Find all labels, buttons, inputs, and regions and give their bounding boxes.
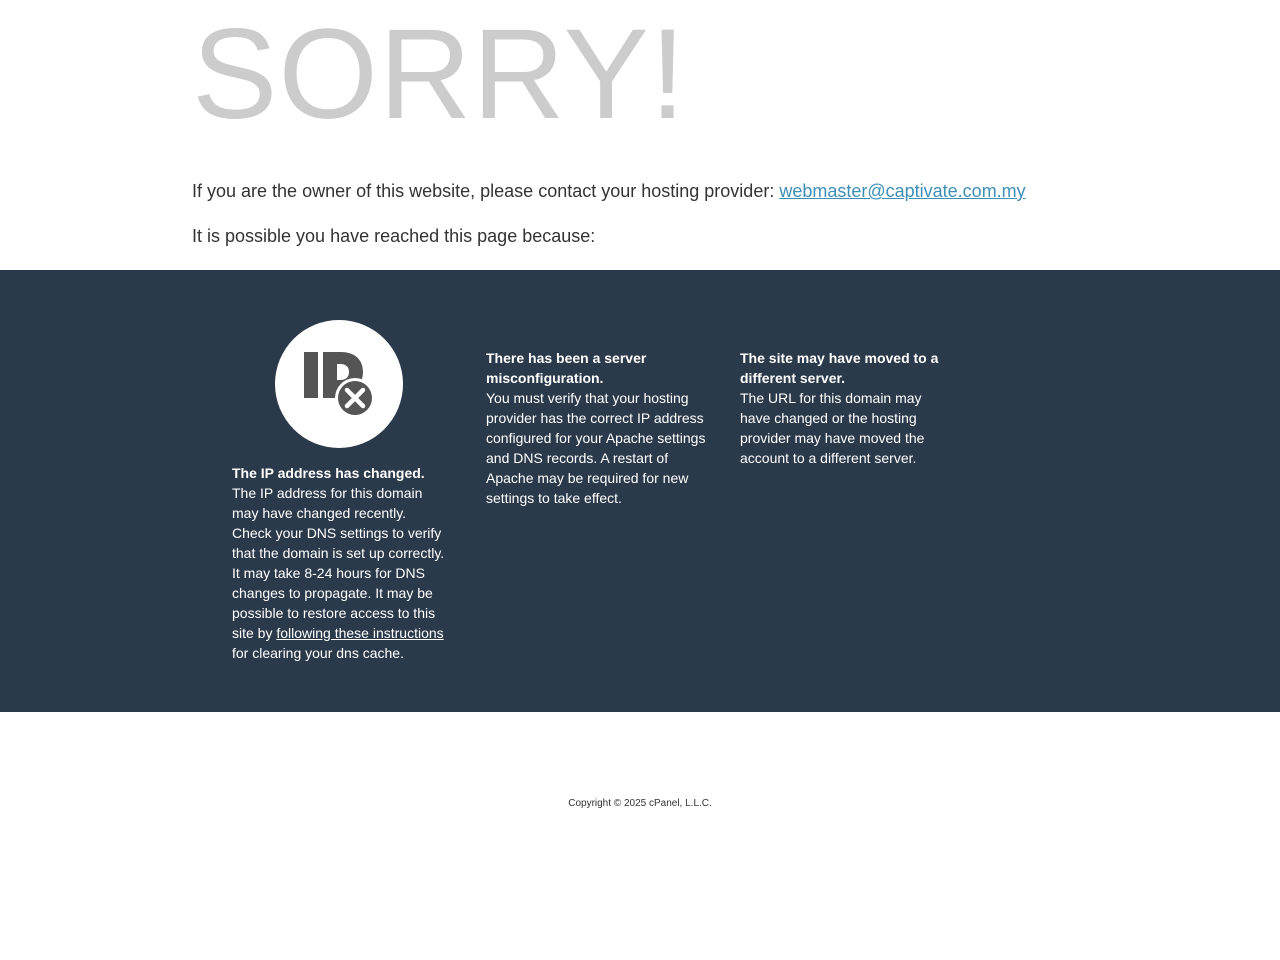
top-section bbox=[0, 0, 1280, 270]
reason-moved-server bbox=[740, 348, 950, 468]
reason-ip-changed-body-end: for clearing your dns cache. bbox=[232, 645, 404, 661]
reason-misconfiguration-title: There has been a server misconfiguration. bbox=[486, 350, 647, 386]
reason-intro: It is possible you have reached this page because: bbox=[192, 226, 596, 246]
contact-email-link[interactable]: webmaster@captivate.com.my bbox=[779, 181, 1026, 201]
reason-misconfiguration-body: You must verify that your hosting provider has the correct IP address configured for your Apache settings and DNS records. A restart of Apache may be required for new settings to take effect. bbox=[486, 390, 706, 506]
reason-moved-server-title: The site may have moved to a different server. bbox=[740, 350, 939, 386]
reason-ip-changed-title: The IP address has changed. bbox=[232, 465, 425, 481]
reason-ip-changed-body: The IP address for this domain may have changed recently. Check your DNS settings to verify that the domain is set up correctly. It may take 8-24 hours for DNS changes to propagate. It may be possible to restore access to this site by bbox=[232, 485, 445, 641]
contact-message bbox=[192, 179, 1026, 203]
dns-instructions-link[interactable]: following these instructions bbox=[276, 625, 444, 641]
page-title: SORRY! bbox=[192, 3, 687, 146]
contact-text: If you are the owner of this website, please contact your hosting provider: bbox=[192, 181, 780, 201]
reason-moved-server-body: The URL for this domain may have changed or the hosting provider may have moved the account to a different server. bbox=[740, 390, 925, 466]
ip-error-icon bbox=[275, 320, 403, 448]
copyright-footer: Copyright © 2025 cPanel, L.L.C. bbox=[568, 798, 712, 809]
reason-ip-changed bbox=[232, 463, 448, 663]
reason-misconfiguration bbox=[486, 348, 706, 508]
reasons-band bbox=[0, 270, 1280, 712]
